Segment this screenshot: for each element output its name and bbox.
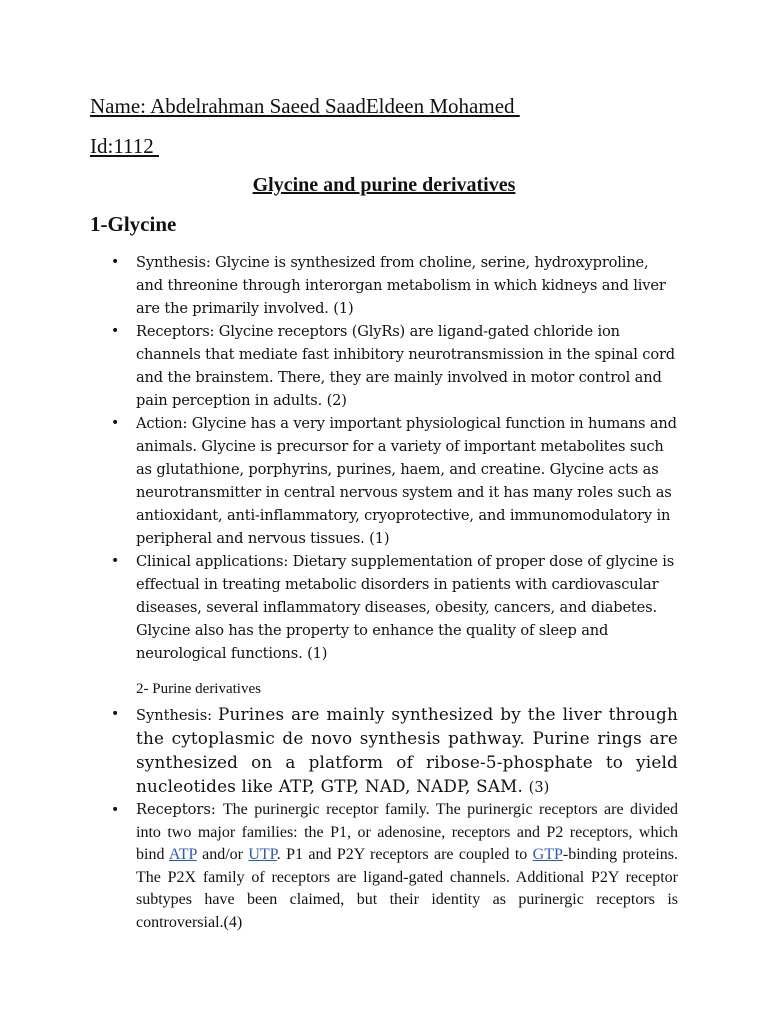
purine-list xyxy=(0,703,768,935)
purine-receptors-label: Receptors: xyxy=(136,801,223,818)
glycine-clinical-text: Clinical applications: Dietary supplementation of proper dose of glycine is effectual in treating metabolic disorders in patients with cardiovascular diseases, several inflammatory diseases, obesity, cancers, and diabetes. Glycine also has the property to enhance the quality of sleep and neurological functions. (1) xyxy=(136,553,675,662)
purine-synthesis-text: Purines are mainly synthesized by the liver through the cytoplasmic de novo synthesis pathway. Purine rings are synthesized on a platform of ribose-5-phosphate to yield nucleotides like ATP, GTP, NAD, NADP, SAM. xyxy=(136,704,679,796)
author-name: Name: Abdelrahman Saeed SaadEldeen Mohamed xyxy=(90,94,520,118)
utp-link[interactable]: UTP xyxy=(248,846,277,864)
glycine-action-text: Action: Glycine has a very important physiological function in humans and animals. Glycine is precursor for a variety of important metabolites such as glutathione, porphyrins, purines, haem, and creatine. Glycine acts as neurotransmitter in central nervous system and it has many roles such as antioxidant, anti-inflammatory, cryoprotective, and immunomodulatory in peripheral and nervous tissues. (1) xyxy=(136,415,677,547)
list-item xyxy=(0,799,768,935)
purine-heading: 2- Purine derivatives xyxy=(136,681,261,697)
bullet-icon: • xyxy=(111,323,120,339)
bullet-icon: • xyxy=(111,254,120,270)
list-item xyxy=(0,412,768,550)
purine-receptors-text-4: -binding proteins. The P2X family of receptors are ligand-gated channels. Additional P2Y receptor subtypes have been claimed, but their identity as purinergic receptors is controversial.(4) xyxy=(136,846,678,931)
bullet-icon: • xyxy=(111,706,120,722)
purine-synthesis-label: Synthesis: xyxy=(136,707,219,724)
list-item xyxy=(0,251,768,320)
atp-link[interactable]: ATP xyxy=(168,846,197,864)
bullet-icon: • xyxy=(111,553,120,569)
purine-synthesis-ref: (3) xyxy=(528,779,550,796)
glycine-heading: 1-Glycine xyxy=(90,212,177,236)
list-item xyxy=(0,703,768,799)
gtp-link[interactable]: GTP xyxy=(532,846,563,864)
bullet-icon: • xyxy=(111,415,120,431)
purine-receptors-text-1: The purinergic receptor family. The purinergic receptors are divided into two major families: the P1, or adenosine, receptors and P2 receptors, which bind xyxy=(136,801,679,864)
glycine-synthesis-text: Synthesis: Glycine is synthesized from choline, serine, hydroxyproline, and threonine through interorgan metabolism in which kidneys and liver are the primarily involved. (1) xyxy=(136,254,666,317)
document-title xyxy=(0,174,768,197)
list-item xyxy=(0,550,768,665)
glycine-list xyxy=(0,251,768,665)
glycine-receptors-text: Receptors: Glycine receptors (GlyRs) are ligand-gated chloride ion channels that mediate fast inhibitory neurotransmission in the spinal cord and the brainstem. There, they are mainly involved in motor control and pain perception in adults. (2) xyxy=(136,323,675,409)
author-id: Id:1112 xyxy=(90,134,160,158)
bullet-icon: • xyxy=(111,802,120,818)
purine-receptors-text-2: and/or xyxy=(196,846,249,864)
purine-receptors-text-3: . P1 and P2Y receptors are coupled to xyxy=(276,846,533,864)
list-item xyxy=(0,320,768,412)
document-title-text: Glycine and purine derivatives xyxy=(252,174,516,196)
